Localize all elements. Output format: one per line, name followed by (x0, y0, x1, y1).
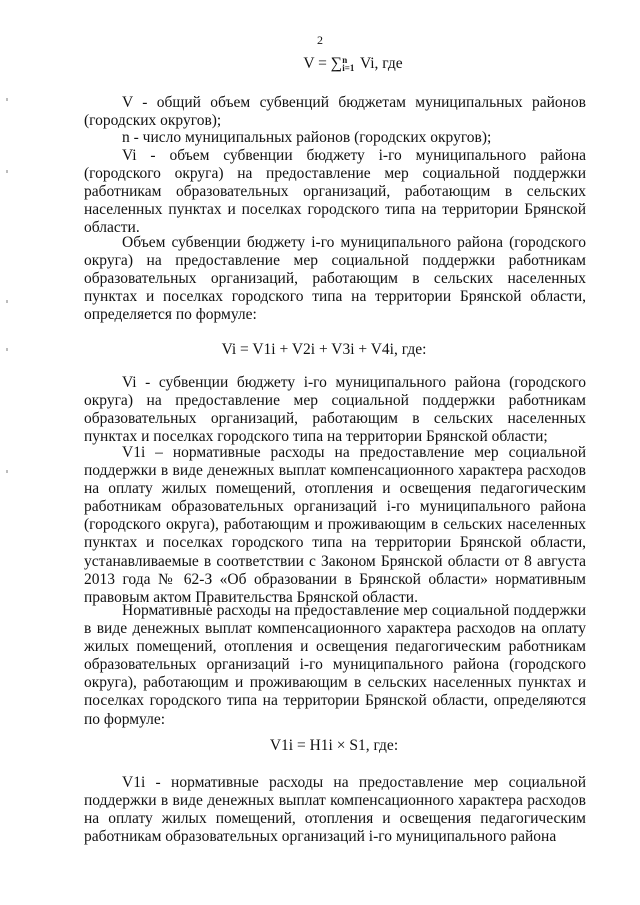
scan-margin-mark (6, 170, 8, 173)
formula-rhs: Vi, где (356, 55, 403, 72)
scan-margin-mark (6, 300, 8, 303)
page-number: 2 (317, 33, 323, 47)
sum-limits (342, 56, 354, 72)
paragraph-definition-v: V - общий объем субвенций бюджетам муниципальных районов (городских округов); (84, 94, 586, 130)
paragraph-definition-n: n - число муниципальных районов (городских округов); (122, 129, 492, 146)
paragraph-vi-intro: Объем субвенции бюджету i-го муниципального района (городского округа) на предоставление мер социальной поддержки работникам образовательных организаций, работающим в сельских населенных пунктах и поселках городского типа на территории Брянской области, определяется по формуле: (84, 234, 586, 324)
scan-margin-mark (6, 470, 8, 473)
paragraph-v1i-explanation: V1i - нормативные расходы на предоставление мер социальной поддержки в виде денежных выплат компенсационного характера расходов на оплату жилых помещений, отопления и освещения педагогическим работникам образовательных организаций i-го муниципального района (84, 774, 586, 846)
formula-lhs: V = (303, 55, 331, 72)
paragraph-definition-vi: Vi - объем субвенции бюджету i-го муниципального района (городского округа) на предоставление мер социальной поддержки работникам образовательных организаций, работающим в сельских населенных пунктах и поселках городского типа на территории Брянской области. (84, 147, 586, 237)
paragraph-v1i-definition: V1i – нормативные расходы на предоставление мер социальной поддержки в виде денежных выплат компенсационного характера расходов на оплату жилых помещений, отопления и освещения педагогическим работникам образовательных организаций i-го муниципального района (городского округа), работающим и проживающим в сельских населенных пунктах и поселках городского типа на территории Брянской области, устанавливаемые в соответствии с Законом Брянской области от 8 августа 2013 года № 62-З «Об образовании в Брянской области» нормативным правовым актом Правительства Брянской области. (84, 444, 586, 606)
scan-margin-mark (6, 348, 8, 351)
sum-sign: ∑ (330, 55, 343, 72)
sum-upper-limit: n (342, 55, 348, 66)
sum-lower-limit: i=1 (342, 63, 355, 74)
formula-v1i: V1i = H1i × S1, где: (269, 737, 399, 754)
scan-margin-mark (6, 98, 8, 101)
formula-total-subvention (33, 55, 640, 73)
paragraph-vi-explanation: Vi - субвенции бюджету i-го муниципального района (городского округа) на предоставление мер социальной поддержки работникам образовательных организаций, работающим в сельских населенных пунктах и поселках городского типа на территории Брянской области; (84, 374, 586, 446)
paragraph-v1i-intro: Нормативные расходы на предоставление мер социальной поддержки в виде денежных выплат компенсационного характера расходов на оплату жилых помещений, отопления и освещения педагогическим работникам образовательных организаций i-го муниципального района (городского округа), работающим и проживающим в сельских населенных пунктах и поселках городского типа на территории Брянской области, определяются по формуле: (84, 602, 586, 728)
formula-vi-sum: Vi = V1i + V2i + V3i + V4i, где: (221, 341, 427, 358)
